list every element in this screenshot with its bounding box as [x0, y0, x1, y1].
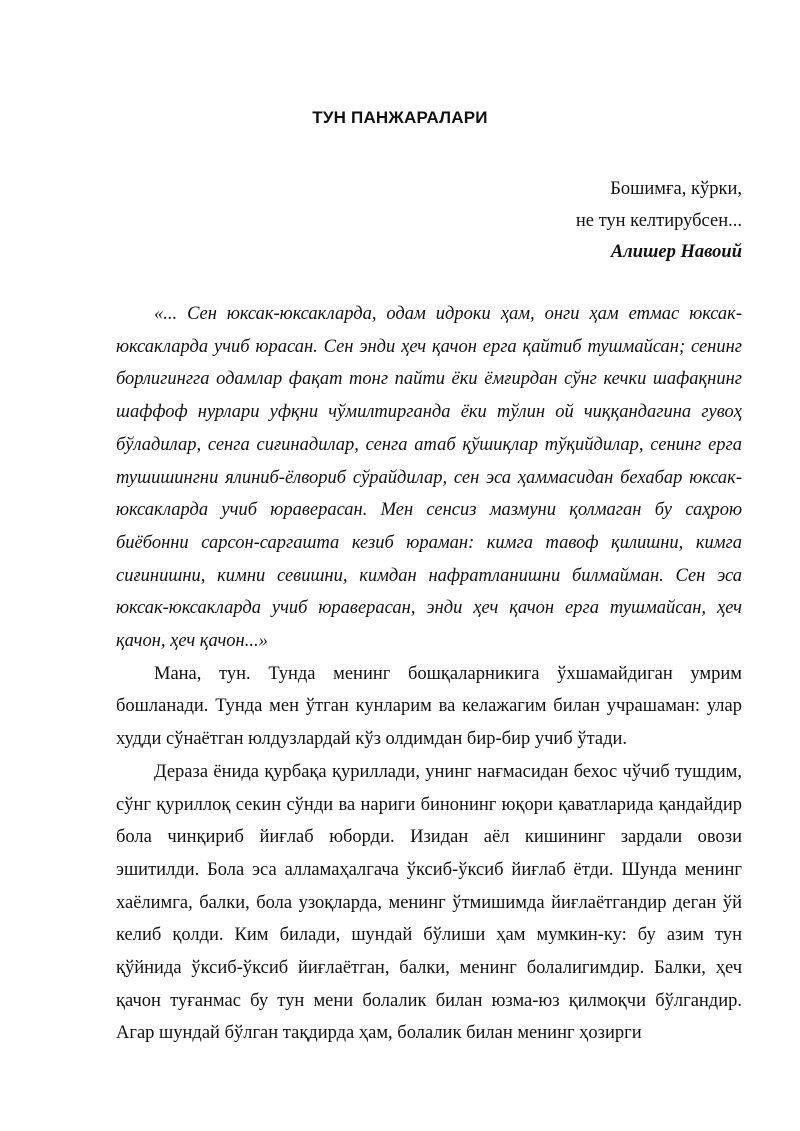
quote-paragraph: «... Сен юксак-юксакларда, одам идроки ҳам, онги ҳам етмас юксак-юксакларда учиб юрасан. Сен энди ҳеч қачон ерга қайтиб тушмайсан; сенинг борлигингга одамлар фақат тонг пайти ёки ёмғирдан сўнг кечки шафақнинг шаффоф нурлари уфқни чўмилтирганда ёки тўлин ой чиққандагина гувоҳ бўладилар, сенга сиғинадилар, сенга атаб қўшиқлар тўқийдилар, сенинг ерга тушишингни ялиниб-ёлвориб сўрайдилар, сен эса ҳаммасидан бехабар юксак-юксакларда учиб юраверасан. Мен сенсиз мазмуни қолмаган бу саҳрою биёбонни сарсон-саргашта кезиб юраман: кимга тавоф қилишни, кимга сиғинишни, кимни севишни, кимдан нафратланишни билмайман. Сен эса юксак-юксакларда учиб юраверасан, энди ҳеч қачон ерга тушмайсан, ҳеч қачон, ҳеч қачон...» — [116, 304, 742, 652]
paragraph: Мана, тун. Тунда менинг бошқаларникига ўхшамайдиган умрим бошланади. Тунда мен ўтган кунларим ва келажагим билан учрашаман: улар худди сўнаётган юлдузлардай кўз олдимдан бир-бир учиб ўтади. — [116, 663, 742, 750]
epigraph-author: Алишер Навоий — [610, 242, 742, 262]
epigraph-line-2: не тун келтирубсен... — [575, 210, 742, 231]
epigraph — [576, 174, 742, 269]
paragraph: Дераза ёнида қурбақа қуриллади, унинг нағмасидан бехос чўчиб тушдим, сўнг қуриллоқ секин сўнди ва нариги бинонинг юқори қаватларида қандайдир бола чинқириб йиғлаб юборди. Изидан аёл кишининг зардали овози эшитилди. Бола эса алламаҳалгача ўксиб-ўксиб йиғлаб ётди. Шунда менинг хаёлимга, балки, бола узоқларда, менинг ўтмишимда йиғлаётгандир деган ўй келиб қолди. Ким билади, шундай бўлиши ҳам мумкин-ку: бу азим тун қўйнида ўксиб-ўксиб йиғлаётган, балки, менинг болалигимдир. Балки, ҳеч қачон туғанмас бу тун мени болалик билан юзма-юз қилмоқчи бўлгандир. Агар шундай бўлган тақдирда ҳам, болалик билан менинг ҳозирги — [116, 761, 742, 1044]
body-text — [116, 298, 742, 1050]
epigraph-line-1: Бошимға, кўрки, — [610, 179, 742, 199]
page-title: ТУН ПАНЖАРАЛАРИ — [312, 108, 488, 127]
